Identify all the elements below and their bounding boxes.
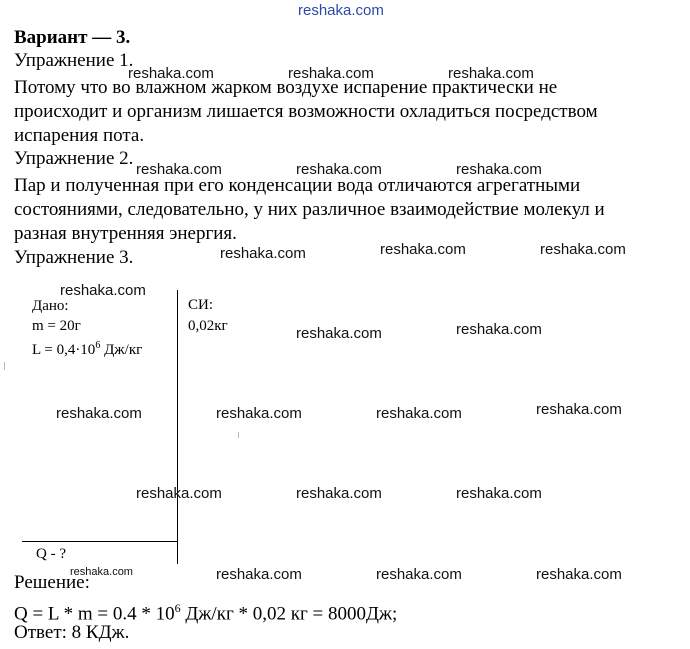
watermark: reshaka.com — [56, 405, 142, 422]
given-latent-heat-prefix: L = 0,4·10 — [32, 342, 96, 358]
watermark: reshaka.com — [288, 65, 374, 82]
solution-label: Решение: — [14, 572, 90, 593]
watermark: reshaka.com — [70, 566, 133, 578]
watermark: reshaka.com — [536, 566, 622, 583]
exercise2-line-2: состояниями, следовательно, у них различное взаимодействие молекул и — [14, 199, 605, 220]
exercise1-line-3: испарения пота. — [14, 125, 145, 146]
watermark: reshaka.com — [296, 161, 382, 178]
given-latent-heat-exponent: 6 — [95, 340, 101, 351]
watermark: reshaka.com — [220, 245, 306, 262]
exercise1-line-2: происходит и организм лишается возможности охладиться посредством — [14, 101, 598, 122]
scan-mark — [4, 362, 5, 370]
solution-formula-suffix: Дж/кг * 0,02 кг = 8000Дж; — [180, 603, 398, 625]
watermark: reshaka.com — [540, 241, 626, 258]
find-quantity: Q - ? — [36, 546, 66, 562]
exercise1-line-1: Потому что во влажном жарком воздухе испарение практически не — [14, 77, 558, 98]
watermark: reshaka.com — [136, 485, 222, 502]
si-mass: 0,02кг — [188, 318, 228, 334]
watermark: reshaka.com — [136, 161, 222, 178]
answer: Ответ: 8 КДж. — [14, 622, 130, 643]
watermark: reshaka.com — [60, 282, 146, 299]
given-mass: m = 20г — [32, 318, 81, 334]
solution-formula-exponent: 6 — [174, 601, 181, 615]
exercise2-heading: Упражнение 2. — [14, 148, 134, 169]
exercise3-heading: Упражнение 3. — [14, 247, 134, 268]
given-label: Дано: — [32, 298, 69, 314]
watermark: reshaka.com — [128, 65, 214, 82]
exercise1-heading: Упражнение 1. — [14, 50, 134, 71]
given-divider-vertical — [177, 290, 178, 564]
watermark-top: reshaka.com — [298, 2, 384, 19]
watermark: reshaka.com — [216, 566, 302, 583]
watermark: reshaka.com — [216, 405, 302, 422]
given-divider-horizontal — [22, 541, 177, 542]
scan-mark — [238, 432, 239, 438]
watermark: reshaka.com — [296, 325, 382, 342]
watermark: reshaka.com — [296, 485, 382, 502]
given-latent-heat-unit: Дж/кг — [100, 342, 143, 358]
exercise2-line-3: разная внутренняя энергия. — [14, 223, 237, 244]
given-latent-heat — [32, 336, 142, 360]
watermark: reshaka.com — [448, 65, 534, 82]
watermark: reshaka.com — [456, 161, 542, 178]
watermark: reshaka.com — [456, 485, 542, 502]
watermark: reshaka.com — [380, 241, 466, 258]
solution-formula-prefix: Q = L * m = 0.4 * 10 — [14, 603, 175, 625]
si-label: СИ: — [188, 297, 214, 313]
watermark: reshaka.com — [536, 401, 622, 418]
watermark: reshaka.com — [376, 566, 462, 583]
page-title: Вариант — 3. — [14, 27, 131, 48]
watermark: reshaka.com — [376, 405, 462, 422]
exercise2-line-1: Пар и полученная при его конденсации вода отличаются агрегатными — [14, 175, 581, 196]
watermark: reshaka.com — [456, 321, 542, 338]
